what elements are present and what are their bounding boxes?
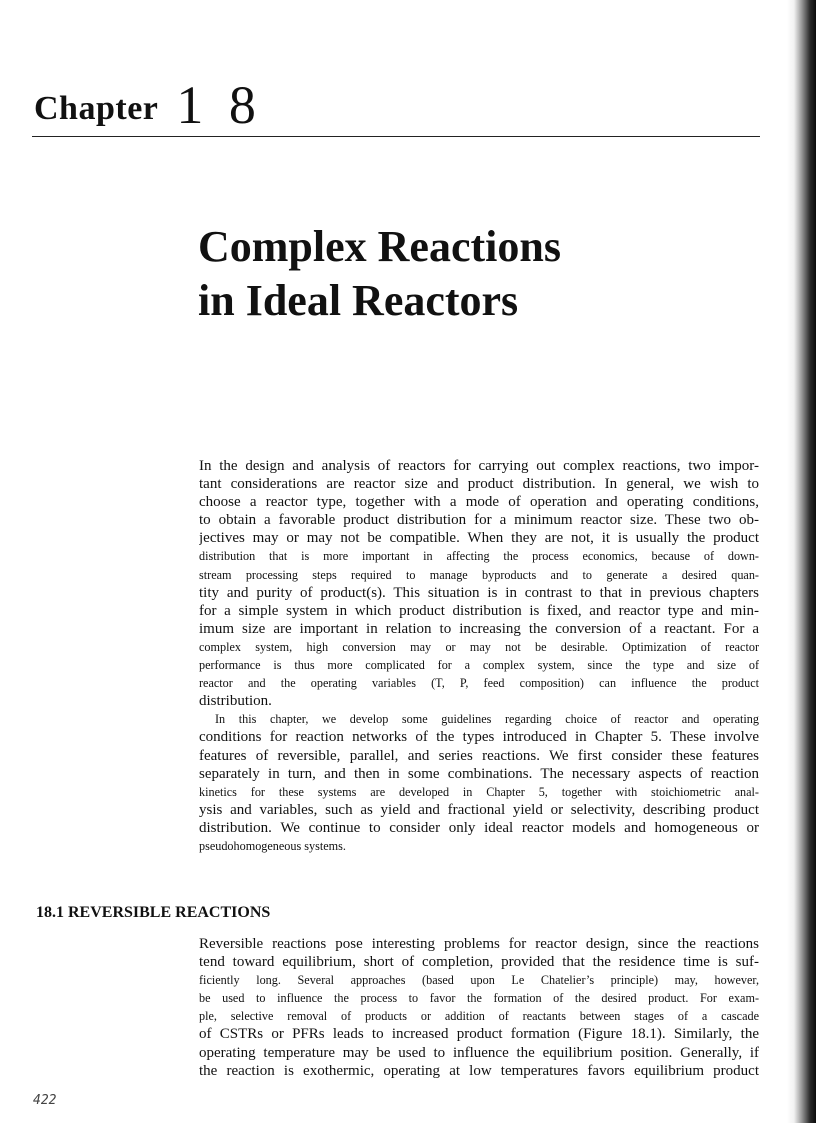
intro-line: imum size are important in relation to increasing the conversion of a reactant. For a — [199, 620, 759, 637]
intro-line: tant considerations are reactor size and product distribution. In general, we wish to — [199, 476, 759, 493]
chapter-title — [198, 220, 561, 328]
intro-line: for a simple system in which product distribution is fixed, and reactor type and min- — [199, 602, 759, 619]
section-line: be used to influence the process to favor the formation of the desired product. For exam- — [199, 991, 759, 1006]
chapter-heading — [34, 70, 262, 135]
section-line: ficiently long. Several approaches (based upon Le Chatelier’s principle) may, however, — [199, 973, 759, 988]
intro-line: stream processing steps required to manage byproducts and to generate a desired quan- — [199, 567, 759, 582]
intro-line: tity and purity of product(s). This situation is in contrast to that in previous chapters — [199, 584, 759, 601]
page-number: 422 — [33, 1093, 57, 1108]
intro-line: distribution. We continue to consider only ideal reactor models and homogeneous or — [199, 819, 759, 836]
title-line-2: in Ideal Reactors — [198, 276, 519, 325]
section-paragraph — [199, 935, 759, 1080]
intro-line: reactor and the operating variables (T, P, feed composition) can influence the product — [199, 676, 759, 691]
intro-line: distribution. — [199, 693, 272, 710]
intro-line: to obtain a favorable product distribution for a minimum reactor size. These two ob- — [199, 512, 759, 529]
intro-line: kinetics for these systems are developed in Chapter 5, together with stoichiometric anal- — [199, 784, 759, 799]
intro-line: ysis and variables, such as yield and fractional yield or selectivity, describing product — [199, 801, 759, 818]
intro-line: performance is thus more complicated for a complex system, since the type and size of — [199, 658, 759, 673]
section-line: operating temperature may be used to influence the equilibrium position. Generally, if — [199, 1044, 759, 1061]
intro-line: In the design and analysis of reactors for carrying out complex reactions, two impor- — [199, 458, 759, 474]
section-line: of CSTRs or PFRs leads to increased product formation (Figure 18.1). Similarly, the — [199, 1026, 759, 1043]
chapter-number: 1 8 — [176, 75, 262, 135]
intro-line: pseudohomogeneous systems. — [199, 838, 346, 853]
intro-line: choose a reactor type, together with a mode of operation and operating conditions, — [199, 494, 759, 511]
section-line: the reaction is exothermic, operating at low temperatures favors equilibrium product — [199, 1062, 759, 1079]
intro-line: separately in turn, and then in some combinations. The necessary aspects of reaction — [199, 765, 759, 782]
intro-line: features of reversible, parallel, and series reactions. We first consider these features — [199, 747, 759, 764]
chapter-label: Chapter — [34, 90, 159, 127]
section-line: tend toward equilibrium, short of completion, provided that the residence time is suf- — [199, 954, 759, 971]
section-line: Reversible reactions pose interesting problems for reactor design, since the reactions — [199, 936, 759, 952]
section-line: ple, selective removal of products or addition of reactants between stages of a cascade — [199, 1009, 759, 1024]
heading-rule — [32, 136, 760, 137]
section-heading: 18.1 REVERSIBLE REACTIONS — [36, 904, 271, 921]
title-line-1: Complex Reactions — [198, 222, 561, 271]
intro-line: complex system, high conversion may or may not be desirable. Optimization of reactor — [199, 639, 759, 654]
intro-line: In this chapter, we develop some guidelines regarding choice of reactor and operating — [215, 712, 759, 727]
intro-line: jectives may or may not be compatible. When they are not, it is usually the product — [199, 530, 759, 547]
intro-paragraphs — [199, 457, 759, 855]
intro-line: conditions for reaction networks of the types introduced in Chapter 5. These involve — [199, 729, 759, 746]
intro-line: distribution that is more important in affecting the process economics, because of down- — [199, 549, 759, 564]
page-binding-edge — [787, 0, 816, 1123]
